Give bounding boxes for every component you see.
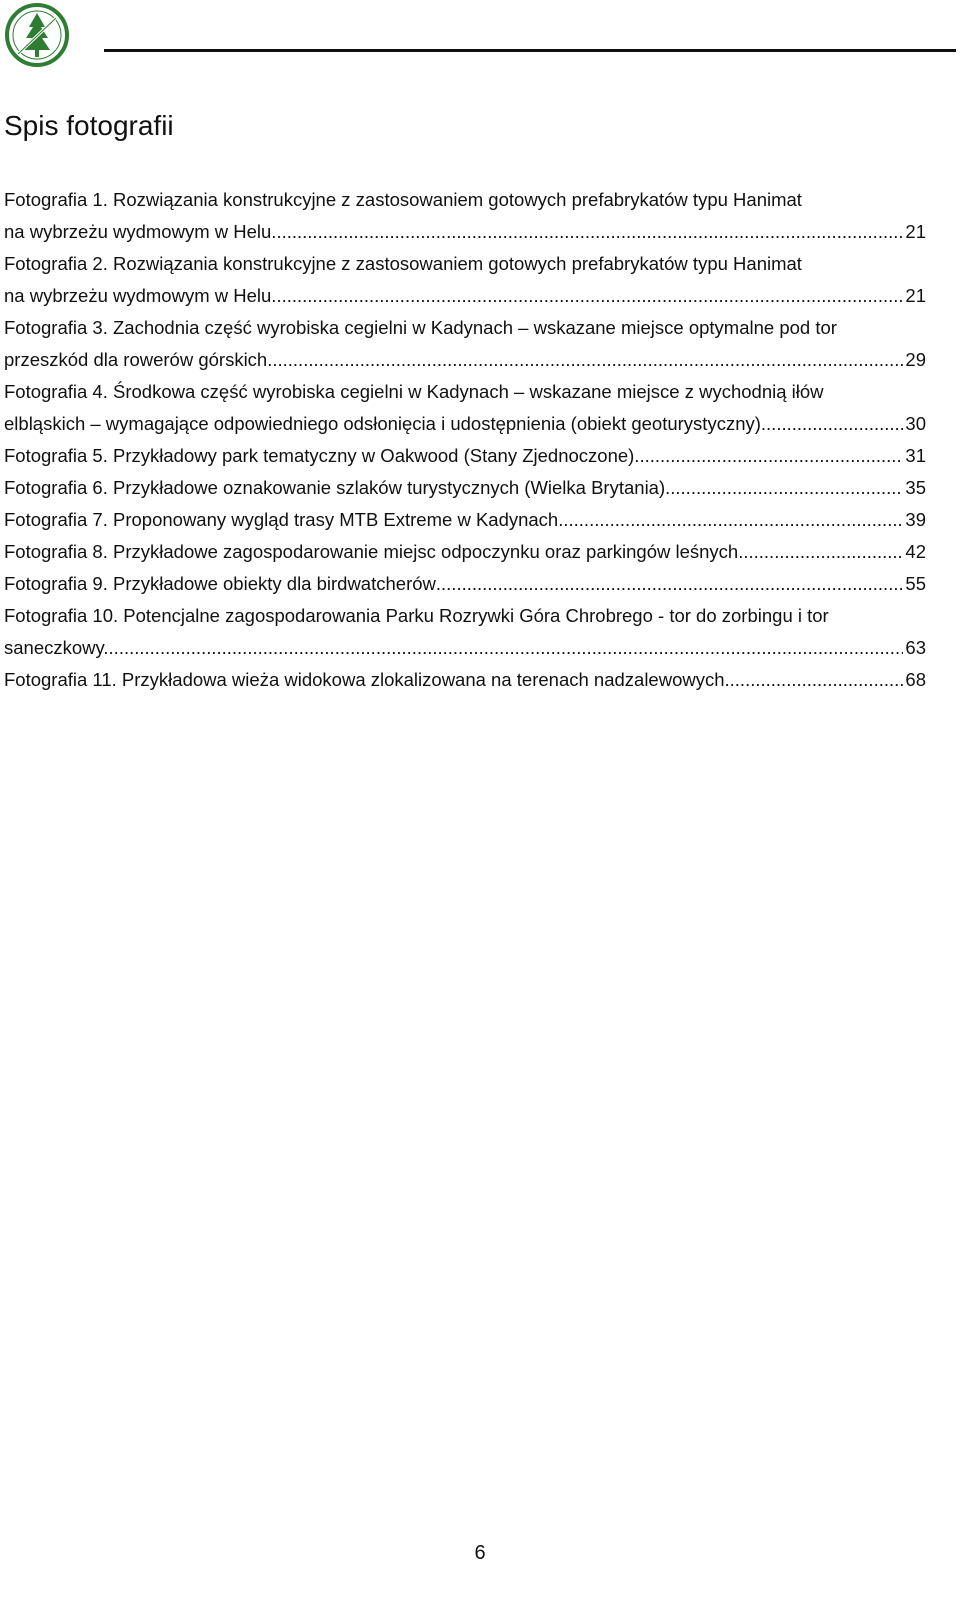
toc-entry-line-final[interactable] [4,632,926,664]
toc-entry-line[interactable] [4,184,926,216]
toc-page-number: 31 [905,445,926,466]
toc-page-number: 39 [905,509,926,530]
toc-page-number: 29 [905,349,926,370]
toc-entry-text: Fotografia 2. Rozwiązania konstrukcyjne z zastosowaniem gotowych prefabrykatów typu Hanimat [4,253,802,274]
toc-entry-line-final[interactable] [4,344,926,376]
toc-dot-leader [563,504,903,536]
toc-entry-line[interactable] [4,600,926,632]
header-rule [104,49,956,52]
toc-entry-line-final[interactable] [4,280,926,312]
toc-dot-leader [730,664,904,696]
toc-entry-text: przeszkód dla rowerów górskich. [4,349,273,370]
toc-entry-text: na wybrzeżu wydmowym w Helu. [4,221,277,242]
toc-dot-leader [109,632,904,664]
tree-logo-icon [4,2,70,68]
toc-list [4,184,926,696]
toc-dot-leader [639,440,903,472]
toc-page-number: 63 [905,637,926,658]
toc-dot-leader [272,344,903,376]
toc-entry-text: Fotografia 5. Przykładowy park tematyczny w Oakwood (Stany Zjednoczone). [4,445,640,466]
page-title: Spis fotografii [4,110,174,141]
toc-entry-line-final[interactable] [4,472,926,504]
toc-page-number: 30 [905,413,926,434]
toc-entry-text: Fotografia 3. Zachodnia część wyrobiska cegielni w Kadynach – wskazane miejsce optymalne pod tor [4,317,837,338]
toc-dot-leader [436,568,904,600]
toc-page-number: 21 [905,221,926,242]
toc-entry-line-final[interactable] [4,504,926,536]
toc-entry-text: Fotografia 8. Przykładowe zagospodarowanie miejsc odpoczynku oraz parkingów leśnych. [4,541,744,562]
toc-page-number: 68 [905,669,926,690]
toc-entry-text: Fotografia 7. Proponowany wygląd trasy MTB Extreme w Kadynach. [4,509,564,530]
toc-dot-leader [670,472,903,504]
toc-page-number: 35 [905,477,926,498]
toc-entry-text: Fotografia 4. Środkowa część wyrobiska cegielni w Kadynach – wskazane miejsce z wychodnią iłów [4,381,824,402]
toc-entry-text: Fotografia 9. Przykładowe obiekty dla birdwatcherów [4,573,436,594]
toc-entry-line-final[interactable] [4,536,926,568]
toc-dot-leader [276,216,903,248]
toc-entry-line-final[interactable] [4,568,926,600]
toc-entry-text: Fotografia 10. Potencjalne zagospodarowania Parku Rozrywki Góra Chrobrego - tor do zorbingu i tor [4,605,829,626]
toc-dot-leader [276,280,903,312]
toc-entry-text: Fotografia 11. Przykładowa wieża widokowa zlokalizowana na terenach nadzalewowych. [4,669,730,690]
toc-entry-line-final[interactable] [4,408,926,440]
toc-entry-line[interactable] [4,376,926,408]
toc-dot-leader [743,536,903,568]
toc-entry-text: na wybrzeżu wydmowym w Helu. [4,285,277,306]
toc-entry-text: Fotografia 1. Rozwiązania konstrukcyjne z zastosowaniem gotowych prefabrykatów typu Hanimat [4,189,802,210]
toc-entry-line-final[interactable] [4,216,926,248]
toc-entry-text: elbląskich – wymagające odpowiedniego odsłonięcia i udostępnienia (obiekt geoturystyczny). [4,413,767,434]
toc-entry-line[interactable] [4,248,926,280]
toc-dot-leader [766,408,903,440]
toc-entry-text: Fotografia 6. Przykładowe oznakowanie szlaków turystycznych (Wielka Brytania). [4,477,671,498]
toc-page-number: 42 [905,541,926,562]
toc-entry-line[interactable] [4,312,926,344]
toc-entry-text: saneczkowy. [4,637,109,658]
toc-page-number: 55 [905,573,926,594]
toc-entry-line-final[interactable] [4,664,926,696]
page-number: 6 [474,1542,486,1564]
toc-page-number: 21 [905,285,926,306]
toc-entry-line-final[interactable] [4,440,926,472]
